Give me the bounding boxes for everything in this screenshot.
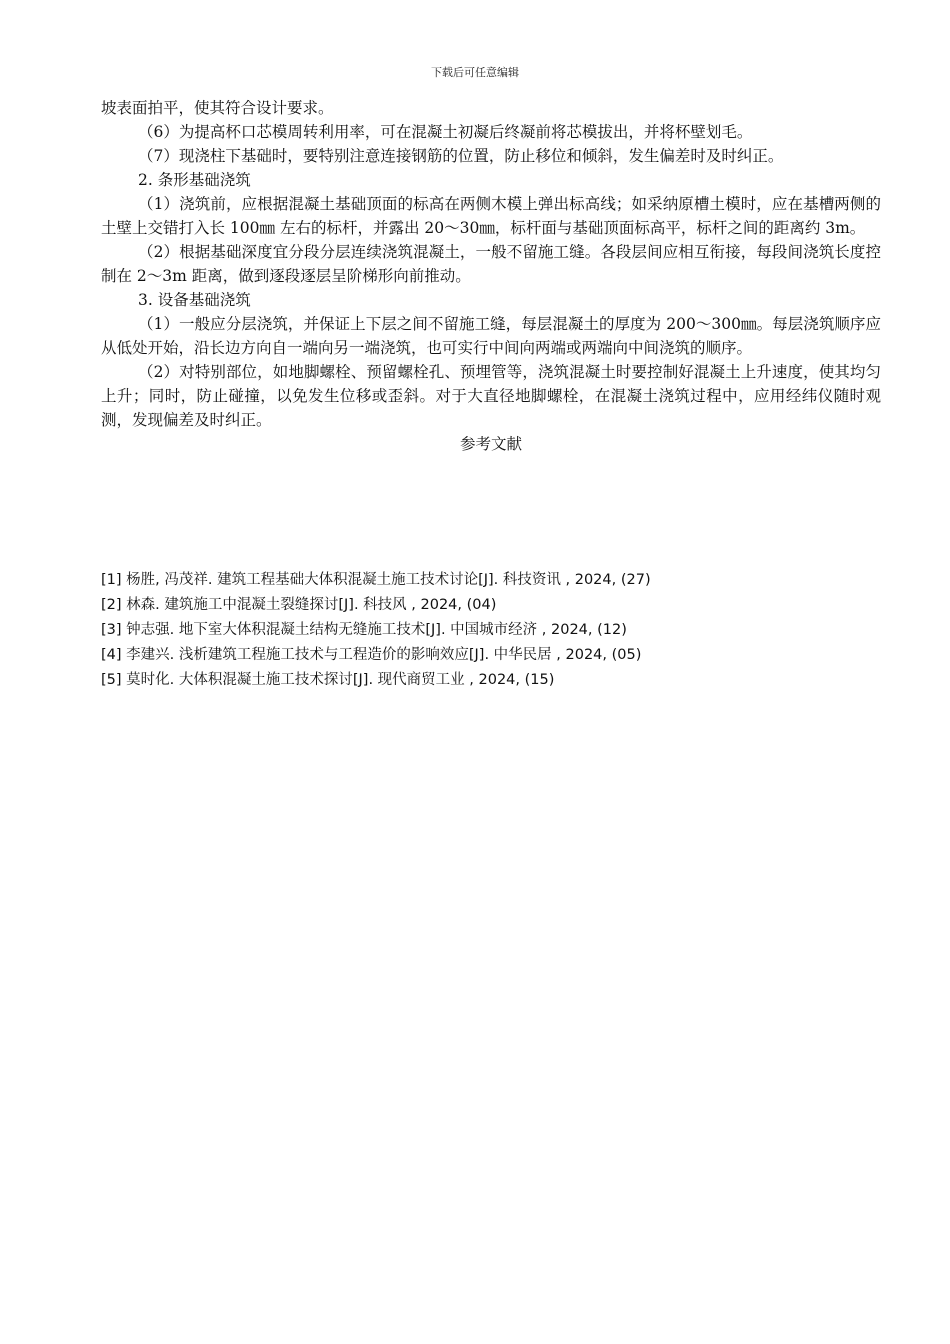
document-body [101, 96, 881, 456]
paragraph-equipment-item-1: （1）一般应分层浇筑，并保证上下层之间不留施工缝，每层混凝土的厚度为 200～300㎜。每层浇筑顺序应从低处开始，沿长边方向自一端向另一端浇筑，也可实行中间向两端或两端向中间浇筑的顺序。 [101, 315, 881, 357]
paragraph-strip-item-1: （1）浇筑前，应根据混凝土基础顶面的标高在两侧木模上弹出标高线；如采纳原槽土模时，应在基槽两侧的土壁上交错打入长 100㎜ 左右的标杆，并露出 20～30㎜，标杆面与基础顶面标高平，标杆之间的距离约 3m。 [101, 195, 881, 237]
reference-item: [2] 林森. 建筑施工中混凝土裂缝探讨[J]. 科技风 , 2024, (04) [101, 597, 497, 613]
references-title: 参考文献 [459, 435, 522, 453]
reference-item: [1] 杨胜, 冯茂祥. 建筑工程基础大体积混凝土施工技术讨论[J]. 科技资讯 , 2024, (27) [101, 572, 651, 588]
paragraph-continuation: 坡表面拍平，使其符合设计要求。 [101, 99, 334, 117]
reference-item: [5] 莫时化. 大体积混凝土施工技术探讨[J]. 现代商贸工业 , 2024, (15) [101, 672, 555, 688]
section-heading-equipment-foundation: 3. 设备基础浇筑 [138, 291, 251, 309]
reference-item: [4] 李建兴. 浅析建筑工程施工技术与工程造价的影响效应[J]. 中华民居 , 2024, (05) [101, 647, 642, 663]
paragraph-item-7: （7）现浇柱下基础时，要特别注意连接钢筋的位置，防止移位和倾斜，发生偏差时及时纠正。 [138, 147, 784, 165]
paragraph-item-6: （6）为提高杯口芯模周转利用率，可在混凝土初凝后终凝前将芯模拔出，并将杯壁划毛。 [138, 123, 753, 141]
paragraph-equipment-item-2: （2）对特别部位，如地脚螺栓、预留螺栓孔、预埋管等，浇筑混凝土时要控制好混凝土上升速度，使其均匀上升；同时，防止碰撞，以免发生位移或歪斜。对于大直径地脚螺栓，在混凝土浇筑过程中，应用经纬仪随时观测，发现偏差及时纠正。 [101, 363, 881, 429]
paragraph-strip-item-2: （2）根据基础深度宜分段分层连续浇筑混凝土，一般不留施工缝。各段层间应相互衔接，每段间浇筑长度控制在 2～3m 距离，做到逐段逐层呈阶梯形向前推动。 [101, 243, 881, 285]
page-header: 下载后可任意编辑 [431, 66, 519, 79]
references-list [101, 568, 881, 693]
section-heading-strip-foundation: 2. 条形基础浇筑 [138, 171, 251, 189]
reference-item: [3] 钟志强. 地下室大体积混凝土结构无缝施工技术[J]. 中国城市经济 , 2024, (12) [101, 622, 627, 638]
